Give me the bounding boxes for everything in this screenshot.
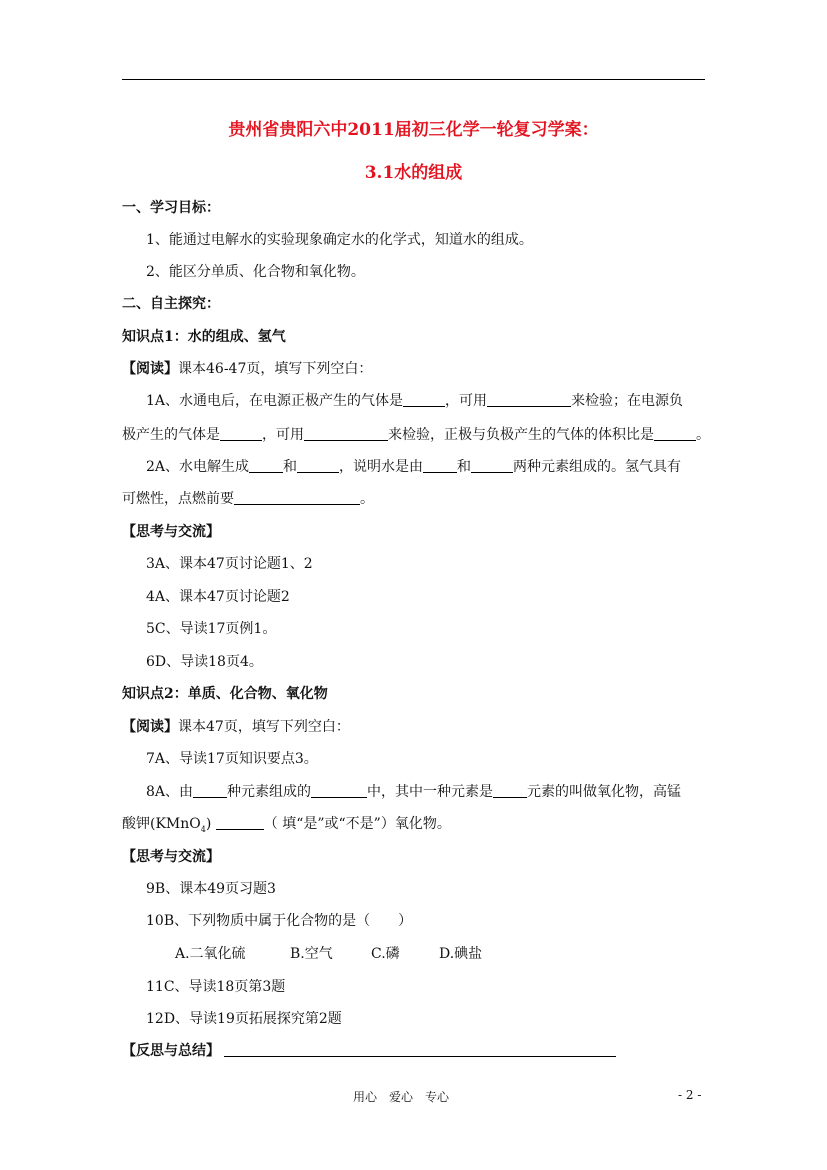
option-a: A.二氧化硫 (175, 946, 246, 962)
answer-blank[interactable] (493, 783, 527, 798)
question-3: 3A、课本47页讨论题1、2 (146, 556, 313, 572)
option-c: C.磷 (371, 946, 400, 962)
knowledge-point-2: 知识点2：单质、化合物、氧化物 (122, 686, 328, 702)
answer-blank[interactable] (471, 458, 513, 473)
think-exchange-heading-2: 【思考与交流】 (122, 849, 220, 865)
question-text: 可燃性，点燃前要 (122, 491, 234, 507)
answer-blank[interactable] (234, 490, 360, 505)
question-text: 和 (457, 459, 472, 475)
answer-blank[interactable] (297, 458, 339, 473)
question-text: 2A、水电解生成 (146, 459, 250, 475)
header-rule (122, 79, 705, 80)
question-text: 来检验，正极与负极产生的气体的体积比是 (388, 427, 654, 443)
question-10: 10B、下列物质中属于化合物的是（ ） (146, 913, 413, 929)
section-heading-goals: 一、学习目标： (122, 200, 220, 216)
question-2b (122, 488, 374, 508)
question-text: ，可用 (445, 393, 488, 409)
document-subtitle: 3.1水的组成 (364, 163, 463, 183)
answer-blank[interactable] (216, 815, 264, 830)
question-text: ，可用 (262, 427, 304, 443)
answer-blank[interactable] (423, 458, 457, 473)
question-text: 元素的叫做氧化物，高锰 (527, 784, 682, 800)
reading-text: 课本47页，填写下列空白： (178, 719, 350, 735)
question-8b (122, 813, 451, 834)
goal-2: 2、能区分单质、化合物和氧化物。 (146, 264, 365, 280)
section-heading-explore: 二、自主探究： (122, 296, 220, 312)
answer-blank[interactable] (304, 426, 388, 441)
think-exchange-heading-1: 【思考与交流】 (122, 524, 220, 540)
answer-blank[interactable] (654, 426, 696, 441)
question-9: 9B、课本49页习题3 (146, 881, 276, 897)
reading-tag: 【阅读】 (122, 361, 178, 377)
question-text: 来检验；在电源负 (571, 393, 684, 409)
question-12: 12D、导读19页拓展探究第2题 (146, 1011, 342, 1027)
option-b: B.空气 (290, 946, 333, 962)
answer-blank[interactable] (403, 392, 445, 407)
question-8a (146, 781, 681, 801)
reflection-blank[interactable] (224, 1042, 616, 1057)
option-d: D.碘盐 (439, 946, 483, 962)
answer-blank[interactable] (193, 783, 227, 798)
question-text: 1A、水通电后，在电源正极产生的气体是 (146, 393, 404, 409)
goal-1: 1、能通过电解水的实验现象确定水的化学式，知道水的组成。 (146, 232, 533, 248)
question-4: 4A、课本47页讨论题2 (146, 589, 290, 605)
question-text: 种元素组成的 (227, 784, 312, 800)
question-text: 和 (283, 459, 298, 475)
reflection-line (122, 1040, 616, 1060)
reading-line-1 (122, 358, 372, 378)
question-text: 极产生的气体是 (122, 427, 220, 443)
question-1a (146, 390, 683, 410)
question-text: （ 填“是”或“不是”）氧化物。 (263, 816, 451, 832)
question-text: 8A、由 (146, 784, 194, 800)
question-text: 两种元素组成的。氢气具有 (513, 459, 682, 475)
document-title: 贵州省贵阳六中2011届初三化学一轮复习学案： (228, 120, 599, 140)
subscript: 4 (200, 824, 206, 834)
question-6: 6D、导读18页4。 (146, 654, 263, 670)
question-1b (122, 424, 710, 444)
question-11: 11C、导读18页第3题 (146, 979, 286, 995)
reading-text: 课本46-47页，填写下列空白： (178, 361, 373, 377)
question-text: 。 (696, 427, 710, 443)
answer-blank[interactable] (487, 392, 571, 407)
reading-line-2 (122, 716, 350, 736)
question-text: 中，其中一种元素是 (367, 784, 494, 800)
question-text: 酸钾(KMnO (122, 816, 201, 832)
question-7: 7A、导读17页知识要点3。 (146, 751, 318, 767)
question-2a (146, 456, 681, 476)
question-text: ) (205, 816, 212, 832)
knowledge-point-1: 知识点1：水的组成、氢气 (122, 329, 286, 345)
question-text: 。 (360, 491, 374, 507)
reading-tag: 【阅读】 (122, 719, 178, 735)
question-5: 5C、导读17页例1。 (146, 621, 277, 637)
answer-blank[interactable] (220, 426, 262, 441)
reflection-heading: 【反思与总结】 (122, 1043, 220, 1059)
question-text: ，说明水是由 (339, 459, 424, 475)
page-number: - 2 - (678, 1088, 702, 1102)
answer-blank[interactable] (311, 783, 367, 798)
footer-motto: 用心 爱心 专心 (353, 1090, 450, 1104)
answer-blank[interactable] (249, 458, 283, 473)
